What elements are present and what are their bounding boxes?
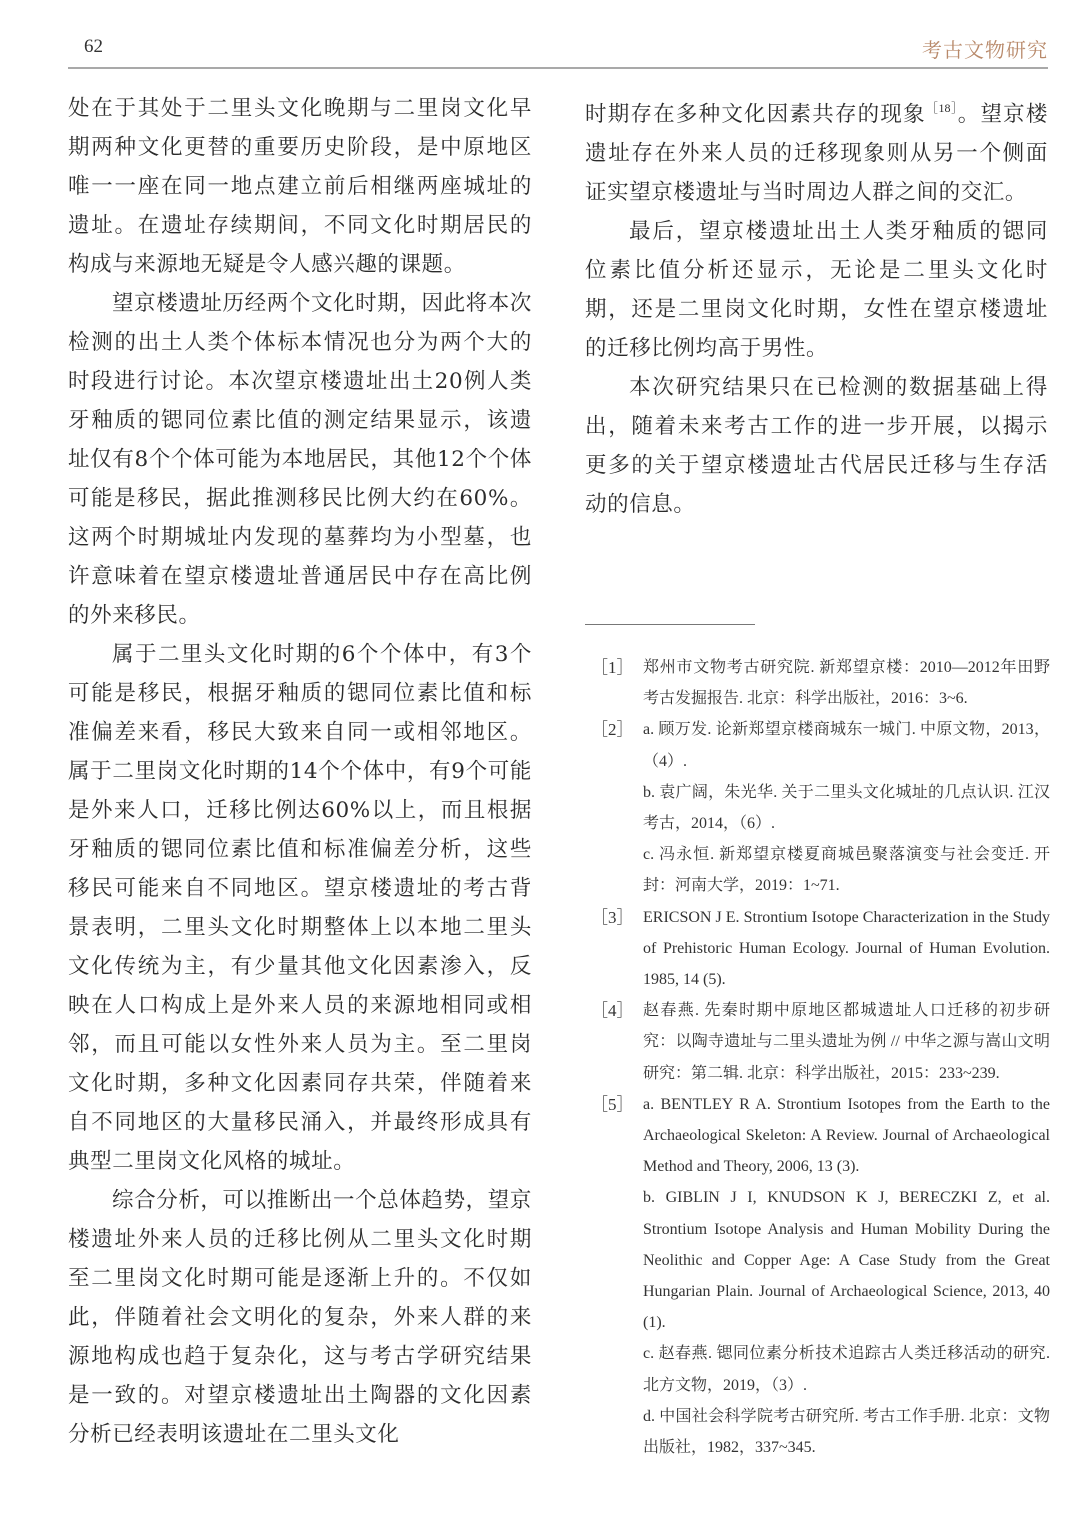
body-paragraph [585,89,1048,212]
reference-item [585,714,1050,901]
reference-entry: b. 袁广阔，朱光华. 关于二里头文化城址的几点认识. 江汉考古，2014，（6）. [643,783,1050,833]
citation-marker[interactable]: ［18］ [925,101,958,115]
body-paragraph: 处在于其处于二里头文化晚期与二里岗文化早期两种文化更替的重要历史阶段，是中原地区唯一一座在同一地点建立前后相继两座城址的遗址。在遗址存续期间，不同文化时期居民的构成与来源地无疑是令人感兴趣的课题。 [68,96,532,277]
page-number: 62 [84,36,103,57]
reference-item [585,652,1050,714]
body-paragraph: 本次研究结果只在已检测的数据基础上得出，随着未来考古工作的进一步开展，以揭示更多的关于望京楼遗址古代居民迁移与生存活动的信息。 [585,375,1048,517]
reference-number: ［2］ [591,720,634,740]
reference-entry: ERICSON J E. Strontium Isotope Characterization in the Study of Prehistoric Human Ecology. Journal of Human Evolution. 1985, 14 (5). [643,908,1050,989]
references-list [585,652,1050,1463]
reference-entry: 郑州市文物考古研究院. 新郑望京楼：2010—2012年田野考古发掘报告. 北京：科学出版社，2016：3~6. [643,659,1050,708]
reference-number: ［1］ [591,658,634,677]
reference-number: ［3］ [591,907,634,927]
reference-entry: 赵春燕. 先秦时期中原地区都城遗址人口迁移的初步研究：以陶寺遗址与二里头遗址为例 // 中华之源与嵩山文明研究：第二辑. 北京：科学出版社，2015：233~239. [643,1002,1050,1082]
reference-entry: b. GIBLIN J I, KNUDSON K J, BERECZKI Z, et al. Strontium Isotope Analysis and Human Mobility During the Neolithic and Copper Age: A Case Study from the Great Hungarian Plain. Journal of Archaeological Science, 2013, 40 (1). [643,1189,1050,1332]
body-paragraph: 综合分析，可以推断出一个总体趋势，望京楼遗址外来人员的迁移比例从二里头文化时期至二里岗文化时期可能是逐渐上升的。不仅如此，伴随着社会文明化的复杂，外来人群的来源地构成也趋于复杂化，这与考古学研究结果是一致的。对望京楼遗址出土陶器的文化因素分析已经表明该遗址在二里头文化 [68,1188,532,1447]
reference-entry: c. 冯永恒. 新郑望京楼夏商城邑聚落演变与社会变迁. 开封：河南大学，2019：1~71. [643,846,1050,895]
reference-item [585,902,1050,996]
reference-entry: a. 顾万发. 论新郑望京楼商城东一城门. 中原文物，2013，（4）. [643,721,1050,770]
reference-entry: c. 赵春燕. 锶同位素分析技术追踪古人类迁移活动的研究. 北方文物，2019，（3）. [643,1345,1050,1394]
right-column [585,89,1048,524]
reference-number: ［4］ [591,1001,634,1021]
journal-title: 考古文物研究 [922,38,1048,62]
page-header [68,30,1048,70]
reference-entry: d. 中国社会科学院考古研究所. 考古工作手册. 北京：文物出版社，1982，337~345. [643,1407,1050,1457]
body-paragraph: 属于二里头文化时期的6个个体中，有3个可能是移民，根据牙釉质的锶同位素比值和标准偏差来看，移民大致来自同一或相邻地区。属于二里岗文化时期的14个个体中，有9个可能是外来人口，迁移比例达60%以上，而且根据牙釉质的锶同位素比值和标准偏差分析，这些移民可能来自不同地区。望京楼遗址的考古背景表明，二里头文化时期整体上以本地二里头文化传统为主，有少量其他文化因素渗入，反映在人口构成上是外来人员的来源地相同或相邻，而且可能以女性外来人员为主。至二里岗文化时期，多种文化因素同存共荣，伴随着来自不同地区的大量移民涌入，并最终形成具有典型二里岗文化风格的城址。 [68,642,532,1174]
left-column [68,89,532,1454]
body-paragraph: 望京楼遗址历经两个文化时期，因此将本次检测的出土人类个体标本情况也分为两个大的时段进行讨论。本次望京楼遗址出土20例人类牙釉质的锶同位素比值的测定结果显示，该遗址仅有8个个体可能为本地居民，其他12个个体可能是移民，据此推测移民比例大约在60%。这两个时期城址内发现的墓葬均为小型墓，也许意味着在望京楼遗址普通居民中存在高比例的外来移民。 [68,291,532,628]
reference-item [585,995,1050,1089]
header-rule [68,67,1048,69]
body-paragraph: 最后，望京楼遗址出土人类牙釉质的锶同位素比值分析还显示，无论是二里头文化时期，还是二里岗文化时期，女性在望京楼遗址的迁移比例均高于男性。 [585,219,1048,361]
reference-entry: a. BENTLEY R A. Strontium Isotopes from the Earth to the Archaeological Skeleton: A Review. Journal of Archaeological Method and Theory, 2006, 13 (3). [643,1095,1050,1176]
footnote-rule [585,624,755,625]
paragraph-text: 。望京楼遗址存在外来人员的迁移现象则从另一个侧面证实望京楼遗址与当时周边人群之间的交汇。 [585,102,1048,205]
reference-item [585,1089,1050,1463]
reference-number: ［5］ [591,1094,634,1114]
paragraph-text: 时期存在多种文化因素共存的现象 [585,102,926,127]
